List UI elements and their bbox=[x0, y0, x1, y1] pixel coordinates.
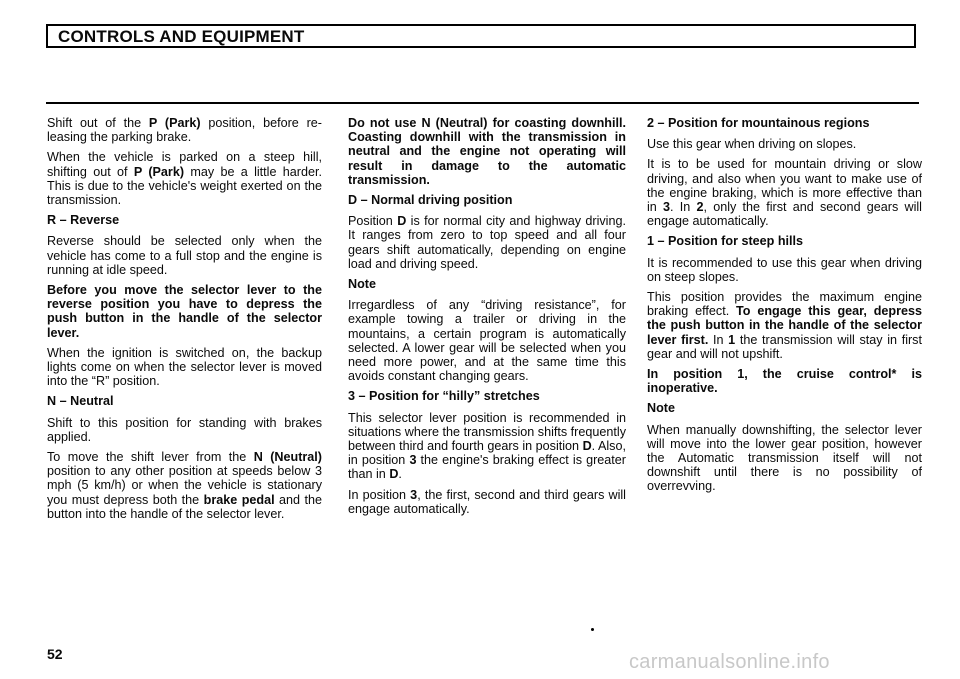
paragraph: When manually downshifting, the selector lever will move into the lower gear position, however the Automatic transmission itself will not downshift until there is no possibility of overrevving. bbox=[647, 422, 922, 494]
paragraph: Shift out of the P (Park) position, before re-leasing the parking brake. bbox=[47, 116, 322, 145]
bold-text: P (Park) bbox=[133, 164, 185, 179]
paragraph: This position provides the maximum engine braking effect. To engage this gear, depress the push button in the handle of the selector lever first. In 1 the transmission will stay in first gear and will not upshift. bbox=[647, 290, 922, 361]
bold-text: D bbox=[389, 467, 399, 482]
bold-text: 1 bbox=[728, 332, 736, 347]
paragraph: This selector lever position is recommended in situations where the transmission shifts frequently between third and fourth gears in position D. Also, in position 3 the engine's braking effect is greater than in D. bbox=[348, 410, 626, 482]
bold-text: N (Neutral) bbox=[253, 450, 323, 465]
paragraph: When the vehicle is parked on a steep hill, shifting out of P (Park) may be a little harder. This is due to the vehicle's weight exerted on the transmission. bbox=[47, 150, 322, 208]
bold-text: Do not use N (Neutral) for coasting downhill. Coasting downhill with the transmission in neutral and the engine not operating will result in damage to the automatic transmission. bbox=[348, 116, 626, 187]
bold-text: In position 1, the cruise control* is inoperative. bbox=[647, 367, 922, 396]
section-heading: 2 – Position for mountainous regions bbox=[647, 116, 870, 130]
text-column-2 bbox=[348, 116, 626, 522]
text-column-1 bbox=[47, 116, 322, 527]
section-title: CONTROLS AND EQUIPMENT bbox=[58, 27, 305, 46]
section-heading: 3 – Position for “hilly” stretches bbox=[348, 389, 540, 404]
paragraph: Position D is for normal city and highway driving. It ranges from zero to top speed and all four gears shift automatically, depending on engine load and driving speed. bbox=[348, 214, 626, 271]
paragraph: Use this gear when driving on slopes. bbox=[647, 137, 857, 152]
bold-text: 3 bbox=[410, 487, 418, 502]
paragraph: In position 3, the first, second and third gears will engage automatically. bbox=[348, 487, 626, 516]
section-heading: D – Normal driving position bbox=[348, 193, 513, 208]
bold-text: Before you move the selector lever to the reverse position you have to depress the push button in the handle of the selector lever. bbox=[47, 283, 322, 340]
bold-text: D bbox=[582, 439, 592, 454]
section-heading: N – Neutral bbox=[47, 394, 114, 409]
header-rule bbox=[46, 102, 919, 104]
text-column-3 bbox=[647, 116, 922, 500]
bold-text: D bbox=[397, 214, 407, 229]
bold-text: 3 bbox=[409, 453, 417, 468]
paragraph: Shift to this position for standing with brakes applied. bbox=[47, 415, 322, 444]
paragraph bbox=[47, 283, 322, 340]
paragraph: Reverse should be selected only when the vehicle has come to a full stop and the engine is running at idle speed. bbox=[47, 234, 322, 277]
bold-text: 2 bbox=[696, 200, 704, 215]
section-header-box bbox=[46, 24, 916, 48]
paragraph: Irregardless of any “driving resistance”, for example towing a trailer or driving in the mountains, a certain program is automatically selected. A lower gear will be selected when you need more power, and at the same time this avoids constant changing gears. bbox=[348, 298, 626, 384]
print-dot bbox=[591, 628, 594, 631]
paragraph: It is to be used for mountain driving or slow driving, and also when you want to make use of the engine braking, which is more effective than in 3. In 2, only the first and second gears will engage automatically. bbox=[647, 157, 922, 229]
bold-text: P (Park) bbox=[148, 116, 201, 130]
section-heading: R – Reverse bbox=[47, 213, 120, 228]
bold-text: 3 bbox=[663, 200, 671, 215]
page-number: 52 bbox=[47, 646, 63, 662]
watermark-text: carmanualsonline.info bbox=[629, 651, 830, 673]
paragraph: It is recommended to use this gear when driving on steep slopes. bbox=[647, 255, 922, 284]
section-heading: Note bbox=[647, 401, 675, 416]
bold-text: brake pedal bbox=[203, 492, 275, 507]
bold-text: To engage this gear, depress the push button in the handle of the selector lever first. bbox=[647, 304, 922, 347]
paragraph bbox=[348, 116, 626, 187]
paragraph: To move the shift lever from the N (Neutral) position to any other position at speeds below 3 mph (5 km/h) or when the vehicle is stationary you must depress both the brake pedal and the button into the handle of the selector lever. bbox=[47, 450, 323, 521]
section-heading: 1 – Position for steep hills bbox=[647, 234, 804, 249]
paragraph bbox=[647, 367, 922, 395]
paragraph: When the ignition is switched on, the backup lights come on when the selector lever is moved into the “R” position. bbox=[47, 345, 322, 389]
section-heading: Note bbox=[348, 277, 376, 292]
